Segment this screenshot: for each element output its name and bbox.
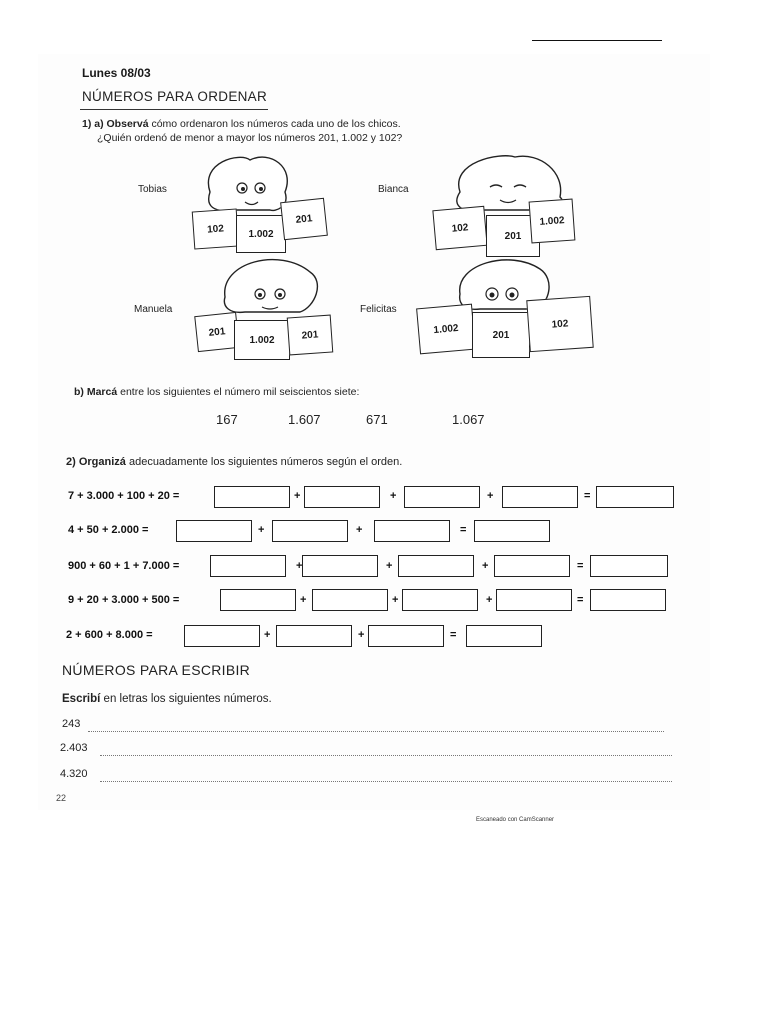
row4-plus-1: + — [300, 594, 307, 606]
row4-box-4[interactable] — [496, 589, 572, 611]
kid-name-felicitas: Felicitas — [360, 304, 397, 315]
section-title-escribir: NÚMEROS PARA ESCRIBIR — [62, 662, 251, 678]
scanner-watermark: Escaneado con CamScanner — [476, 817, 555, 823]
row3-equals: = — [577, 560, 584, 572]
write-number-243: 243 — [62, 718, 81, 730]
page-number: 22 — [56, 793, 67, 803]
row3-plus-2: + — [386, 560, 393, 572]
row4-equals: = — [577, 594, 584, 606]
option-1607[interactable]: 1.607 — [288, 412, 321, 427]
q1b-label: b) Marcá — [74, 386, 118, 398]
write-line-3[interactable] — [100, 781, 672, 782]
escribir-instruction — [62, 693, 272, 705]
row4-result-box[interactable] — [590, 589, 666, 611]
row1-box-4[interactable] — [502, 486, 578, 508]
row2-box-2[interactable] — [272, 520, 348, 542]
option-167[interactable]: 167 — [216, 412, 238, 427]
row3-box-2[interactable] — [302, 555, 378, 577]
row1-plus-3: + — [487, 490, 494, 502]
write-number-4320: 4.320 — [60, 768, 88, 780]
card-felicitas-2: 201 — [472, 312, 530, 358]
card-bianca-2: 201 — [486, 215, 540, 257]
question-1a — [82, 117, 402, 145]
row4-box-1[interactable] — [220, 589, 296, 611]
card-bianca-3: 1.002 — [529, 199, 576, 244]
row1-equals: = — [584, 490, 591, 502]
row3-box-4[interactable] — [494, 555, 570, 577]
row5-equals: = — [450, 629, 457, 641]
row1-result-box[interactable] — [596, 486, 674, 508]
q2-text: adecuadamente los siguientes números según el orden. — [125, 456, 403, 468]
row2-box-3[interactable] — [374, 520, 450, 542]
question-2 — [66, 456, 402, 468]
row5-box-3[interactable] — [368, 625, 444, 647]
row5-result-box[interactable] — [466, 625, 542, 647]
q1a-text: cómo ordenaron los números cada uno de los chicos. — [148, 118, 401, 130]
kid-name-manuela: Manuela — [134, 304, 173, 315]
row4-box-3[interactable] — [402, 589, 478, 611]
row3-box-1[interactable] — [210, 555, 286, 577]
row1-box-3[interactable] — [404, 486, 480, 508]
escribir-instr-bold: Escribí — [62, 693, 101, 705]
q1b-text: entre los siguientes el número mil seiscientos siete: — [117, 386, 360, 398]
card-tobias-1: 102 — [192, 208, 240, 249]
write-number-2403: 2.403 — [60, 742, 88, 754]
card-manuela-2: 1.002 — [234, 320, 290, 360]
row2-result-box[interactable] — [474, 520, 550, 542]
card-tobias-3: 201 — [280, 198, 328, 240]
row3-box-3[interactable] — [398, 555, 474, 577]
date-label: Lunes 08/03 — [82, 66, 151, 80]
row5-plus-1: + — [264, 629, 271, 641]
card-manuela-1: 201 — [194, 312, 240, 352]
write-line-1[interactable] — [88, 731, 664, 732]
option-671[interactable]: 671 — [366, 412, 388, 427]
row2-equals: = — [460, 524, 467, 536]
kid-name-tobias: Tobias — [138, 184, 167, 195]
row1-plus-2: + — [390, 490, 397, 502]
row1-plus-1: + — [294, 490, 301, 502]
row5-box-2[interactable] — [276, 625, 352, 647]
escribir-instr-text: en letras los siguientes números. — [100, 693, 272, 705]
row3-plus-3: + — [482, 560, 489, 572]
q1a-line2: ¿Quién ordenó de menor a mayor los números 201, 1.002 y 102? — [97, 132, 403, 144]
row1-box-2[interactable] — [304, 486, 380, 508]
write-line-2[interactable] — [100, 755, 672, 756]
card-felicitas-3: 102 — [526, 296, 593, 352]
card-bianca-1: 102 — [432, 206, 487, 250]
row5-box-1[interactable] — [184, 625, 260, 647]
name-line — [532, 40, 662, 41]
section-title-ordenar: NÚMEROS PARA ORDENAR — [82, 89, 268, 104]
row2-box-1[interactable] — [176, 520, 252, 542]
question-1b — [74, 386, 359, 398]
card-tobias-2: 1.002 — [236, 215, 286, 253]
q1a-label: a) Observá — [94, 118, 149, 130]
row4-plus-3: + — [486, 594, 493, 606]
row3-plus-1: + — [296, 560, 303, 572]
row2-plus-1: + — [258, 524, 265, 536]
option-1067[interactable]: 1.067 — [452, 412, 485, 427]
row2-expression: 4 + 50 + 2.000 = — [68, 524, 149, 536]
row3-result-box[interactable] — [590, 555, 668, 577]
kid-name-bianca: Bianca — [378, 184, 409, 195]
row4-plus-2: + — [392, 594, 399, 606]
row4-box-2[interactable] — [312, 589, 388, 611]
card-manuela-3: 201 — [287, 315, 334, 356]
row4-expression: 9 + 20 + 3.000 + 500 = — [68, 594, 180, 606]
q1-number: 1) — [82, 118, 92, 130]
row1-box-1[interactable] — [214, 486, 290, 508]
row2-plus-2: + — [356, 524, 363, 536]
card-felicitas-1: 1.002 — [416, 304, 476, 355]
row5-expression: 2 + 600 + 8.000 = — [66, 629, 153, 641]
row5-plus-2: + — [358, 629, 365, 641]
row3-expression: 900 + 60 + 1 + 7.000 = — [68, 560, 180, 572]
row1-expression: 7 + 3.000 + 100 + 20 = — [68, 490, 180, 502]
q2-label: 2) Organizá — [66, 456, 126, 468]
title-underline — [80, 109, 268, 110]
